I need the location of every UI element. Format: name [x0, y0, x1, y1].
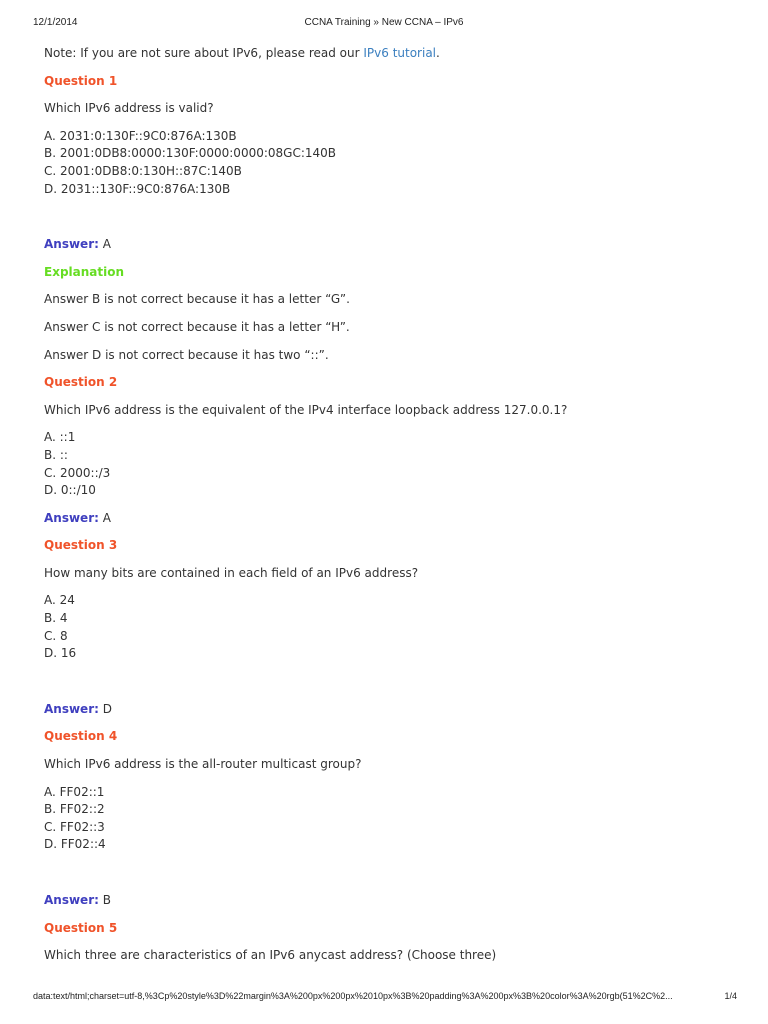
choice: A. 2031:0:130F::9C0:876A:130B	[44, 128, 237, 143]
question-5-text: Which three are characteristics of an IPv6 anycast address? (Choose three)	[44, 948, 497, 963]
explanation-line: Answer B is not correct because it has a letter “G”.	[44, 292, 350, 307]
answer-value: D	[98, 701, 112, 716]
print-url: data:text/html;charset=utf-8,%3Cp%20style%3D%22margin%3A%200px%200px%2010px%3B%20padding%3A%200px%3B%20color%3A%20rgb(51%2C%2...	[33, 991, 673, 1001]
spacer	[44, 673, 734, 701]
question-3-title: Question 3	[44, 538, 118, 553]
choice: A. 24	[44, 593, 75, 608]
print-header	[0, 17, 768, 31]
ipv6-tutorial-link[interactable]: IPv6 tutorial	[363, 46, 437, 60]
question-3-answer	[44, 701, 734, 719]
spacer	[44, 208, 734, 236]
answer-value: A	[98, 237, 111, 252]
choice: A. FF02::1	[44, 784, 105, 799]
note-text: Note: If you are not sure about IPv6, please read our	[44, 46, 364, 60]
explanation-line: Answer C is not correct because it has a letter “H”.	[44, 319, 350, 334]
question-4-choices	[44, 784, 734, 854]
question-2-text: Which IPv6 address is the equivalent of the IPv4 interface loopback address 127.0.0.1?	[44, 402, 568, 417]
answer-value: A	[98, 510, 111, 525]
choice: B. FF02::2	[44, 802, 105, 817]
print-footer	[0, 991, 768, 1005]
question-3-choices	[44, 592, 734, 662]
question-4-title: Question 4	[44, 729, 118, 744]
explanation-title: Explanation	[44, 264, 125, 279]
choice: A. ::1	[44, 430, 76, 445]
page-content	[44, 45, 734, 975]
question-2-answer	[44, 510, 734, 528]
answer-label: Answer:	[44, 701, 99, 716]
question-4-text: Which IPv6 address is the all-router multicast group?	[44, 757, 362, 772]
question-4-answer	[44, 892, 734, 910]
print-date: 12/1/2014	[33, 17, 78, 28]
answer-value: B	[98, 893, 111, 907]
choice: C. 2001:0DB8:0:130H::87C:140B	[44, 163, 242, 178]
question-1-text: Which IPv6 address is valid?	[44, 101, 214, 116]
choice: B. 4	[44, 611, 68, 626]
answer-label: Answer:	[44, 237, 99, 252]
explanation-line: Answer D is not correct because it has two “::”.	[44, 347, 329, 362]
choice: B. 2001:0DB8:0000:130F:0000:0000:08GC:140B	[44, 146, 337, 161]
answer-label: Answer:	[44, 510, 99, 525]
choice: C. FF02::3	[44, 819, 105, 834]
question-2-title: Question 2	[44, 375, 118, 390]
note-suffix: .	[436, 46, 440, 60]
choice: C. 2000::/3	[44, 465, 111, 480]
choice: D. 0::/10	[44, 483, 96, 498]
question-1-choices	[44, 128, 734, 198]
choice: D. 16	[44, 646, 77, 661]
page-number: 1/4	[724, 991, 737, 1001]
question-1-answer	[44, 236, 734, 254]
choice: C. 8	[44, 628, 68, 643]
question-3-text: How many bits are contained in each field of an IPv6 address?	[44, 565, 419, 580]
choice: B. ::	[44, 447, 68, 462]
answer-label: Answer:	[44, 893, 99, 907]
note	[44, 45, 734, 63]
question-5-title: Question 5	[44, 920, 118, 935]
choice: D. FF02::4	[44, 837, 106, 852]
spacer	[44, 864, 734, 892]
print-title: CCNA Training » New CCNA – IPv6	[304, 17, 464, 28]
question-1-title: Question 1	[44, 73, 118, 88]
question-2-choices	[44, 429, 734, 499]
choice: D. 2031::130F::9C0:876A:130B	[44, 181, 231, 196]
